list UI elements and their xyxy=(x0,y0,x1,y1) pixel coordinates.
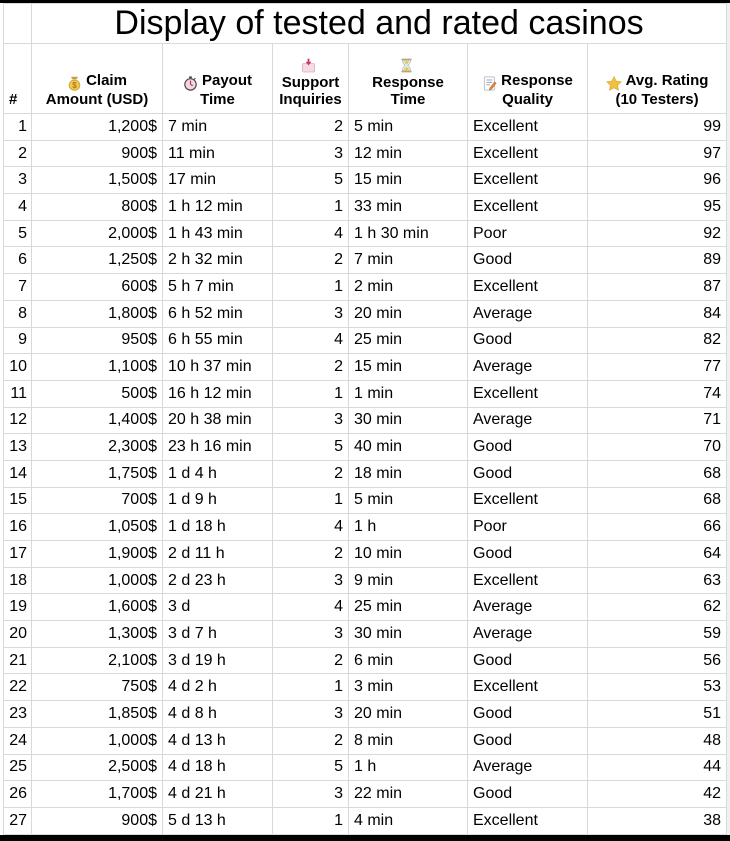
cell-rating: 82 xyxy=(588,327,727,354)
table-row xyxy=(4,167,727,194)
column-header-label: Support xyxy=(281,74,340,91)
cell-num: 13 xyxy=(4,434,32,461)
table-row xyxy=(4,541,727,568)
cell-response_time: 1 h xyxy=(349,754,468,781)
cell-payout: 4 d 13 h xyxy=(163,727,273,754)
cell-rating: 71 xyxy=(588,407,727,434)
table-row xyxy=(4,674,727,701)
bottom-frame-bar xyxy=(0,835,730,841)
table-row xyxy=(4,621,727,648)
cell-payout: 4 d 18 h xyxy=(163,754,273,781)
cell-num: 12 xyxy=(4,407,32,434)
column-header-claim xyxy=(32,44,163,114)
cell-response_time: 1 min xyxy=(349,380,468,407)
cell-quality: Excellent xyxy=(468,487,588,514)
cell-rating: 77 xyxy=(588,354,727,381)
column-header-label: Response xyxy=(372,74,444,91)
cell-support: 2 xyxy=(273,541,349,568)
memo-icon xyxy=(482,76,497,91)
cell-support: 3 xyxy=(273,140,349,167)
cell-payout: 6 h 55 min xyxy=(163,327,273,354)
table-header-row xyxy=(4,44,727,114)
cell-num: 14 xyxy=(4,460,32,487)
column-header-label: (10 Testers) xyxy=(615,91,699,108)
table-row xyxy=(4,140,727,167)
cell-quality: Good xyxy=(468,247,588,274)
cell-num: 11 xyxy=(4,380,32,407)
column-header-rating xyxy=(588,44,727,114)
cell-support: 2 xyxy=(273,114,349,141)
cell-support: 3 xyxy=(273,701,349,728)
cell-payout: 2 d 23 h xyxy=(163,567,273,594)
cell-payout: 3 d xyxy=(163,594,273,621)
cell-support: 3 xyxy=(273,781,349,808)
cell-quality: Average xyxy=(468,594,588,621)
column-header-num: # xyxy=(4,44,32,114)
cell-payout: 17 min xyxy=(163,167,273,194)
cell-rating: 66 xyxy=(588,514,727,541)
svg-text:$: $ xyxy=(72,81,77,90)
table-row xyxy=(4,407,727,434)
cell-num: 22 xyxy=(4,674,32,701)
cell-num: 17 xyxy=(4,541,32,568)
column-header-label: Time xyxy=(200,91,235,108)
cell-payout: 5 d 13 h xyxy=(163,807,273,834)
cell-response_time: 8 min xyxy=(349,727,468,754)
cell-claim: 1,000$ xyxy=(32,567,163,594)
cell-quality: Good xyxy=(468,727,588,754)
cell-quality: Average xyxy=(468,300,588,327)
cell-payout: 10 h 37 min xyxy=(163,354,273,381)
cell-quality: Good xyxy=(468,781,588,808)
table-row xyxy=(4,274,727,301)
cell-claim: 1,600$ xyxy=(32,594,163,621)
cell-rating: 68 xyxy=(588,460,727,487)
cell-claim: 1,250$ xyxy=(32,247,163,274)
cell-rating: 38 xyxy=(588,807,727,834)
cell-rating: 59 xyxy=(588,621,727,648)
cell-payout: 1 d 9 h xyxy=(163,487,273,514)
cell-support: 5 xyxy=(273,434,349,461)
cell-quality: Good xyxy=(468,434,588,461)
cell-claim: 1,900$ xyxy=(32,541,163,568)
cell-rating: 53 xyxy=(588,674,727,701)
cell-payout: 6 h 52 min xyxy=(163,300,273,327)
column-header-label: Payout xyxy=(165,72,270,91)
cell-rating: 64 xyxy=(588,541,727,568)
cell-rating: 74 xyxy=(588,380,727,407)
column-header-label: Amount (USD) xyxy=(45,91,149,108)
cell-payout: 5 h 7 min xyxy=(163,274,273,301)
cell-support: 4 xyxy=(273,594,349,621)
cell-response_time: 30 min xyxy=(349,621,468,648)
cell-response_time: 25 min xyxy=(349,594,468,621)
cell-response_time: 3 min xyxy=(349,674,468,701)
cell-rating: 44 xyxy=(588,754,727,781)
cell-response_time: 15 min xyxy=(349,354,468,381)
cell-response_time: 25 min xyxy=(349,327,468,354)
cell-payout: 16 h 12 min xyxy=(163,380,273,407)
cell-support: 3 xyxy=(273,407,349,434)
cell-rating: 70 xyxy=(588,434,727,461)
table-row xyxy=(4,460,727,487)
cell-response_time: 1 h xyxy=(349,514,468,541)
cell-claim: 1,050$ xyxy=(32,514,163,541)
cell-payout: 3 d 7 h xyxy=(163,621,273,648)
cell-response_time: 40 min xyxy=(349,434,468,461)
cell-support: 1 xyxy=(273,274,349,301)
cell-quality: Good xyxy=(468,647,588,674)
cell-claim: 600$ xyxy=(32,274,163,301)
casino-rating-table xyxy=(3,3,727,835)
cell-num: 10 xyxy=(4,354,32,381)
cell-response_time: 5 min xyxy=(349,487,468,514)
column-header-quality xyxy=(468,44,588,114)
cell-quality: Average xyxy=(468,754,588,781)
cell-rating: 48 xyxy=(588,727,727,754)
cell-num: 7 xyxy=(4,274,32,301)
cell-rating: 42 xyxy=(588,781,727,808)
cell-quality: Good xyxy=(468,460,588,487)
cell-response_time: 2 min xyxy=(349,274,468,301)
cell-quality: Excellent xyxy=(468,807,588,834)
table-row xyxy=(4,727,727,754)
cell-claim: 1,500$ xyxy=(32,167,163,194)
cell-quality: Good xyxy=(468,701,588,728)
table-row xyxy=(4,514,727,541)
column-header-label: Time xyxy=(390,91,426,108)
cell-num: 19 xyxy=(4,594,32,621)
cell-rating: 87 xyxy=(588,274,727,301)
cell-num: 3 xyxy=(4,167,32,194)
hourglass-icon xyxy=(399,58,414,73)
cell-claim: 1,000$ xyxy=(32,727,163,754)
cell-support: 2 xyxy=(273,354,349,381)
cell-claim: 750$ xyxy=(32,674,163,701)
cell-quality: Excellent xyxy=(468,114,588,141)
cell-quality: Excellent xyxy=(468,140,588,167)
cell-quality: Excellent xyxy=(468,567,588,594)
table-row xyxy=(4,327,727,354)
cell-support: 3 xyxy=(273,300,349,327)
cell-support: 1 xyxy=(273,487,349,514)
table-row xyxy=(4,194,727,221)
cell-rating: 99 xyxy=(588,114,727,141)
inbox-tray-icon xyxy=(301,58,316,73)
cell-payout: 20 h 38 min xyxy=(163,407,273,434)
cell-payout: 4 d 2 h xyxy=(163,674,273,701)
cell-response_time: 1 h 30 min xyxy=(349,220,468,247)
cell-response_time: 7 min xyxy=(349,247,468,274)
cell-quality: Average xyxy=(468,407,588,434)
cell-claim: 1,800$ xyxy=(32,300,163,327)
cell-response_time: 9 min xyxy=(349,567,468,594)
cell-quality: Good xyxy=(468,541,588,568)
table-row xyxy=(4,220,727,247)
cell-response_time: 30 min xyxy=(349,407,468,434)
cell-rating: 51 xyxy=(588,701,727,728)
cell-payout: 1 h 43 min xyxy=(163,220,273,247)
table-row xyxy=(4,247,727,274)
cell-rating: 63 xyxy=(588,567,727,594)
cell-response_time: 18 min xyxy=(349,460,468,487)
table-row xyxy=(4,567,727,594)
cell-response_time: 15 min xyxy=(349,167,468,194)
cell-support: 2 xyxy=(273,247,349,274)
cell-support: 1 xyxy=(273,674,349,701)
cell-num: 25 xyxy=(4,754,32,781)
cell-claim: 1,300$ xyxy=(32,621,163,648)
cell-response_time: 33 min xyxy=(349,194,468,221)
cell-support: 4 xyxy=(273,514,349,541)
table-row xyxy=(4,701,727,728)
cell-rating: 95 xyxy=(588,194,727,221)
cell-quality: Excellent xyxy=(468,274,588,301)
cell-num: 16 xyxy=(4,514,32,541)
cell-support: 3 xyxy=(273,621,349,648)
cell-quality: Good xyxy=(468,327,588,354)
page-title: Display of tested and rated casinos xyxy=(32,4,727,44)
cell-num: 15 xyxy=(4,487,32,514)
cell-claim: 2,500$ xyxy=(32,754,163,781)
cell-response_time: 10 min xyxy=(349,541,468,568)
cell-support: 3 xyxy=(273,567,349,594)
table-row xyxy=(4,807,727,834)
cell-rating: 56 xyxy=(588,647,727,674)
cell-response_time: 20 min xyxy=(349,701,468,728)
cell-support: 4 xyxy=(273,220,349,247)
cell-num: 21 xyxy=(4,647,32,674)
cell-support: 2 xyxy=(273,727,349,754)
cell-payout: 2 d 11 h xyxy=(163,541,273,568)
cell-claim: 950$ xyxy=(32,327,163,354)
cell-support: 5 xyxy=(273,167,349,194)
cell-rating: 62 xyxy=(588,594,727,621)
cell-support: 4 xyxy=(273,327,349,354)
cell-support: 1 xyxy=(273,380,349,407)
cell-rating: 89 xyxy=(588,247,727,274)
cell-response_time: 6 min xyxy=(349,647,468,674)
cell-num: 1 xyxy=(4,114,32,141)
cell-claim: 700$ xyxy=(32,487,163,514)
table-row xyxy=(4,354,727,381)
cell-payout: 1 h 12 min xyxy=(163,194,273,221)
cell-claim: 1,700$ xyxy=(32,781,163,808)
top-frame-bar xyxy=(0,0,730,3)
cell-num: 27 xyxy=(4,807,32,834)
cell-claim: 900$ xyxy=(32,140,163,167)
column-header-label: $ Claim xyxy=(34,72,160,91)
cell-claim: 1,400$ xyxy=(32,407,163,434)
cell-support: 1 xyxy=(273,807,349,834)
cell-payout: 4 d 21 h xyxy=(163,781,273,808)
cell-quality: Excellent xyxy=(468,194,588,221)
cell-claim: 1,750$ xyxy=(32,460,163,487)
cell-support: 2 xyxy=(273,647,349,674)
column-header-response_time xyxy=(349,44,468,114)
cell-quality: Excellent xyxy=(468,167,588,194)
table-row xyxy=(4,594,727,621)
cell-rating: 96 xyxy=(588,167,727,194)
cell-num: 24 xyxy=(4,727,32,754)
table-row xyxy=(4,434,727,461)
cell-claim: 500$ xyxy=(32,380,163,407)
table-row xyxy=(4,487,727,514)
cell-payout: 4 d 8 h xyxy=(163,701,273,728)
cell-num: 9 xyxy=(4,327,32,354)
cell-claim: 2,000$ xyxy=(32,220,163,247)
star-icon xyxy=(606,76,622,91)
cell-payout: 11 min xyxy=(163,140,273,167)
cell-claim: 900$ xyxy=(32,807,163,834)
cell-num: 4 xyxy=(4,194,32,221)
cell-claim: 1,850$ xyxy=(32,701,163,728)
cell-quality: Average xyxy=(468,354,588,381)
cell-quality: Excellent xyxy=(468,674,588,701)
cell-payout: 2 h 32 min xyxy=(163,247,273,274)
cell-payout: 7 min xyxy=(163,114,273,141)
cell-payout: 1 d 18 h xyxy=(163,514,273,541)
cell-response_time: 5 min xyxy=(349,114,468,141)
cell-rating: 84 xyxy=(588,300,727,327)
cell-response_time: 4 min xyxy=(349,807,468,834)
column-header-support xyxy=(273,44,349,114)
cell-response_time: 20 min xyxy=(349,300,468,327)
cell-response_time: 12 min xyxy=(349,140,468,167)
cell-quality: Poor xyxy=(468,514,588,541)
cell-claim: 1,100$ xyxy=(32,354,163,381)
table-row xyxy=(4,754,727,781)
cell-quality: Average xyxy=(468,621,588,648)
cell-claim: 2,300$ xyxy=(32,434,163,461)
cell-claim: 2,100$ xyxy=(32,647,163,674)
cell-num: 20 xyxy=(4,621,32,648)
stopwatch-icon xyxy=(183,76,198,91)
cell-quality: Excellent xyxy=(468,380,588,407)
money-bag-icon xyxy=(67,76,82,91)
column-header-label: Inquiries xyxy=(279,91,342,108)
cell-quality: Poor xyxy=(468,220,588,247)
cell-support: 5 xyxy=(273,754,349,781)
cell-support: 2 xyxy=(273,460,349,487)
table-row xyxy=(4,114,727,141)
column-header-label: Avg. Rating xyxy=(590,72,724,91)
cell-claim: 1,200$ xyxy=(32,114,163,141)
cell-claim: 800$ xyxy=(32,194,163,221)
cell-response_time: 22 min xyxy=(349,781,468,808)
cell-rating: 97 xyxy=(588,140,727,167)
column-header-label: Response xyxy=(470,72,585,91)
cell-payout: 23 h 16 min xyxy=(163,434,273,461)
cell-support: 1 xyxy=(273,194,349,221)
cell-num: 26 xyxy=(4,781,32,808)
table-row xyxy=(4,300,727,327)
cell-rating: 92 xyxy=(588,220,727,247)
column-header-label: Quality xyxy=(502,91,553,108)
cell-num: 6 xyxy=(4,247,32,274)
cell-num: 5 xyxy=(4,220,32,247)
cell-num: 18 xyxy=(4,567,32,594)
cell-num: 8 xyxy=(4,300,32,327)
table-row xyxy=(4,647,727,674)
title-row-spacer-cell xyxy=(4,4,32,44)
cell-num: 2 xyxy=(4,140,32,167)
cell-payout: 3 d 19 h xyxy=(163,647,273,674)
cell-payout: 1 d 4 h xyxy=(163,460,273,487)
cell-rating: 68 xyxy=(588,487,727,514)
table-row xyxy=(4,781,727,808)
table-row xyxy=(4,380,727,407)
cell-num: 23 xyxy=(4,701,32,728)
title-row xyxy=(4,4,727,44)
column-header-payout xyxy=(163,44,273,114)
